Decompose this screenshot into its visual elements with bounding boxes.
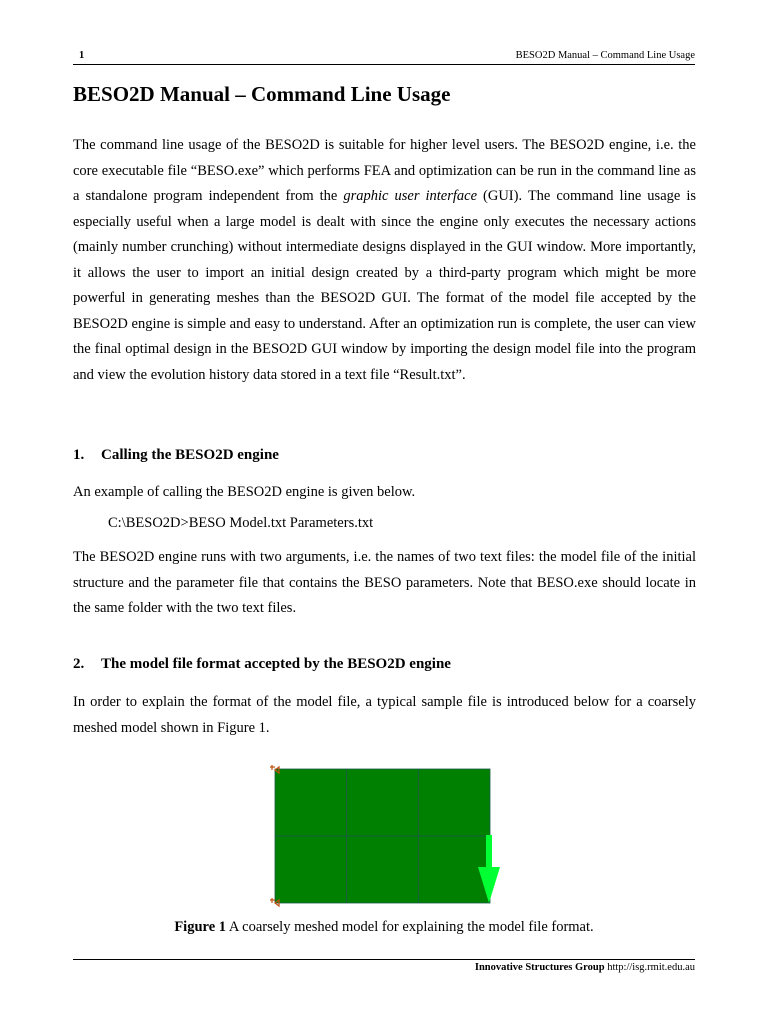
section-1-body: The BESO2D engine runs with two arguments, i.e. the names of two text files: the model file of the initial structure and the parameter file that contains the BESO parameters. Note that BESO.exe should locate in the same folder with the two text files.: [73, 549, 696, 616]
page-header: [73, 48, 695, 65]
footer-url: http://isg.rmit.edu.au: [604, 962, 695, 973]
section-2-heading: [73, 656, 451, 673]
mesh-element: [275, 769, 347, 836]
intro-italic-term: graphic user interface: [343, 188, 478, 204]
figure-caption-label: Figure 1: [174, 919, 227, 935]
footer-group: Innovative Structures Group: [474, 962, 605, 973]
figure-caption-text: A coarsely meshed model for explaining the model file format.: [226, 919, 594, 935]
page-footer: [475, 962, 695, 973]
section-1-heading: [73, 447, 279, 464]
mesh-grid: [275, 769, 490, 903]
section-1-title: Calling the BESO2D engine: [101, 447, 279, 463]
mesh-element: [347, 769, 419, 836]
mesh-figure: [266, 760, 506, 912]
command-example: C:\BESO2D>BESO Model.txt Parameters.txt: [108, 515, 374, 531]
page-number: 1: [79, 50, 85, 61]
mesh-element: [275, 836, 347, 903]
intro-text-a: The command line usage of the BESO2D is suitable for higher level users. The BESO2D engine, i.e. the core executable file “BESO.exe” which performs FEA and optimization can be run in the command line as a standalone program independent from the: [73, 137, 696, 204]
section-2-title: The model file format accepted by the BESO2D engine: [101, 656, 451, 672]
running-title: BESO2D Manual – Command Line Usage: [515, 50, 695, 61]
section-2-number: 2.: [73, 656, 85, 672]
document-title: BESO2D Manual – Command Line Usage: [73, 82, 451, 106]
figure-caption: [0, 919, 768, 936]
intro-text-b: (GUI). The command line usage is especially useful when a large model is dealt with since the engine only executes the necessary actions (mainly number crunching) without intermediate designs displayed in the GUI window. More importantly, it allows the user to import an initial design created by a third-party program which might be more powerful in generating meshes than the BESO2D GUI. The format of the model file accepted by the BESO2D engine is simple and easy to understand. After an optimization run is complete, the user can view the final optimal design in the BESO2D GUI window by importing the design model file into the program and view the evolution history data stored in a text file “Result.txt”.: [73, 188, 696, 383]
mesh-element: [418, 769, 490, 836]
section-1-number: 1.: [73, 447, 85, 463]
section-1-intro: An example of calling the BESO2D engine is given below.: [73, 484, 416, 500]
mesh-element: [347, 836, 419, 903]
intro-paragraph: [73, 133, 696, 388]
section-2-body: In order to explain the format of the model file, a typical sample file is introduced below for a coarsely meshed model shown in Figure 1.: [73, 694, 696, 736]
footer-divider: [73, 959, 695, 960]
